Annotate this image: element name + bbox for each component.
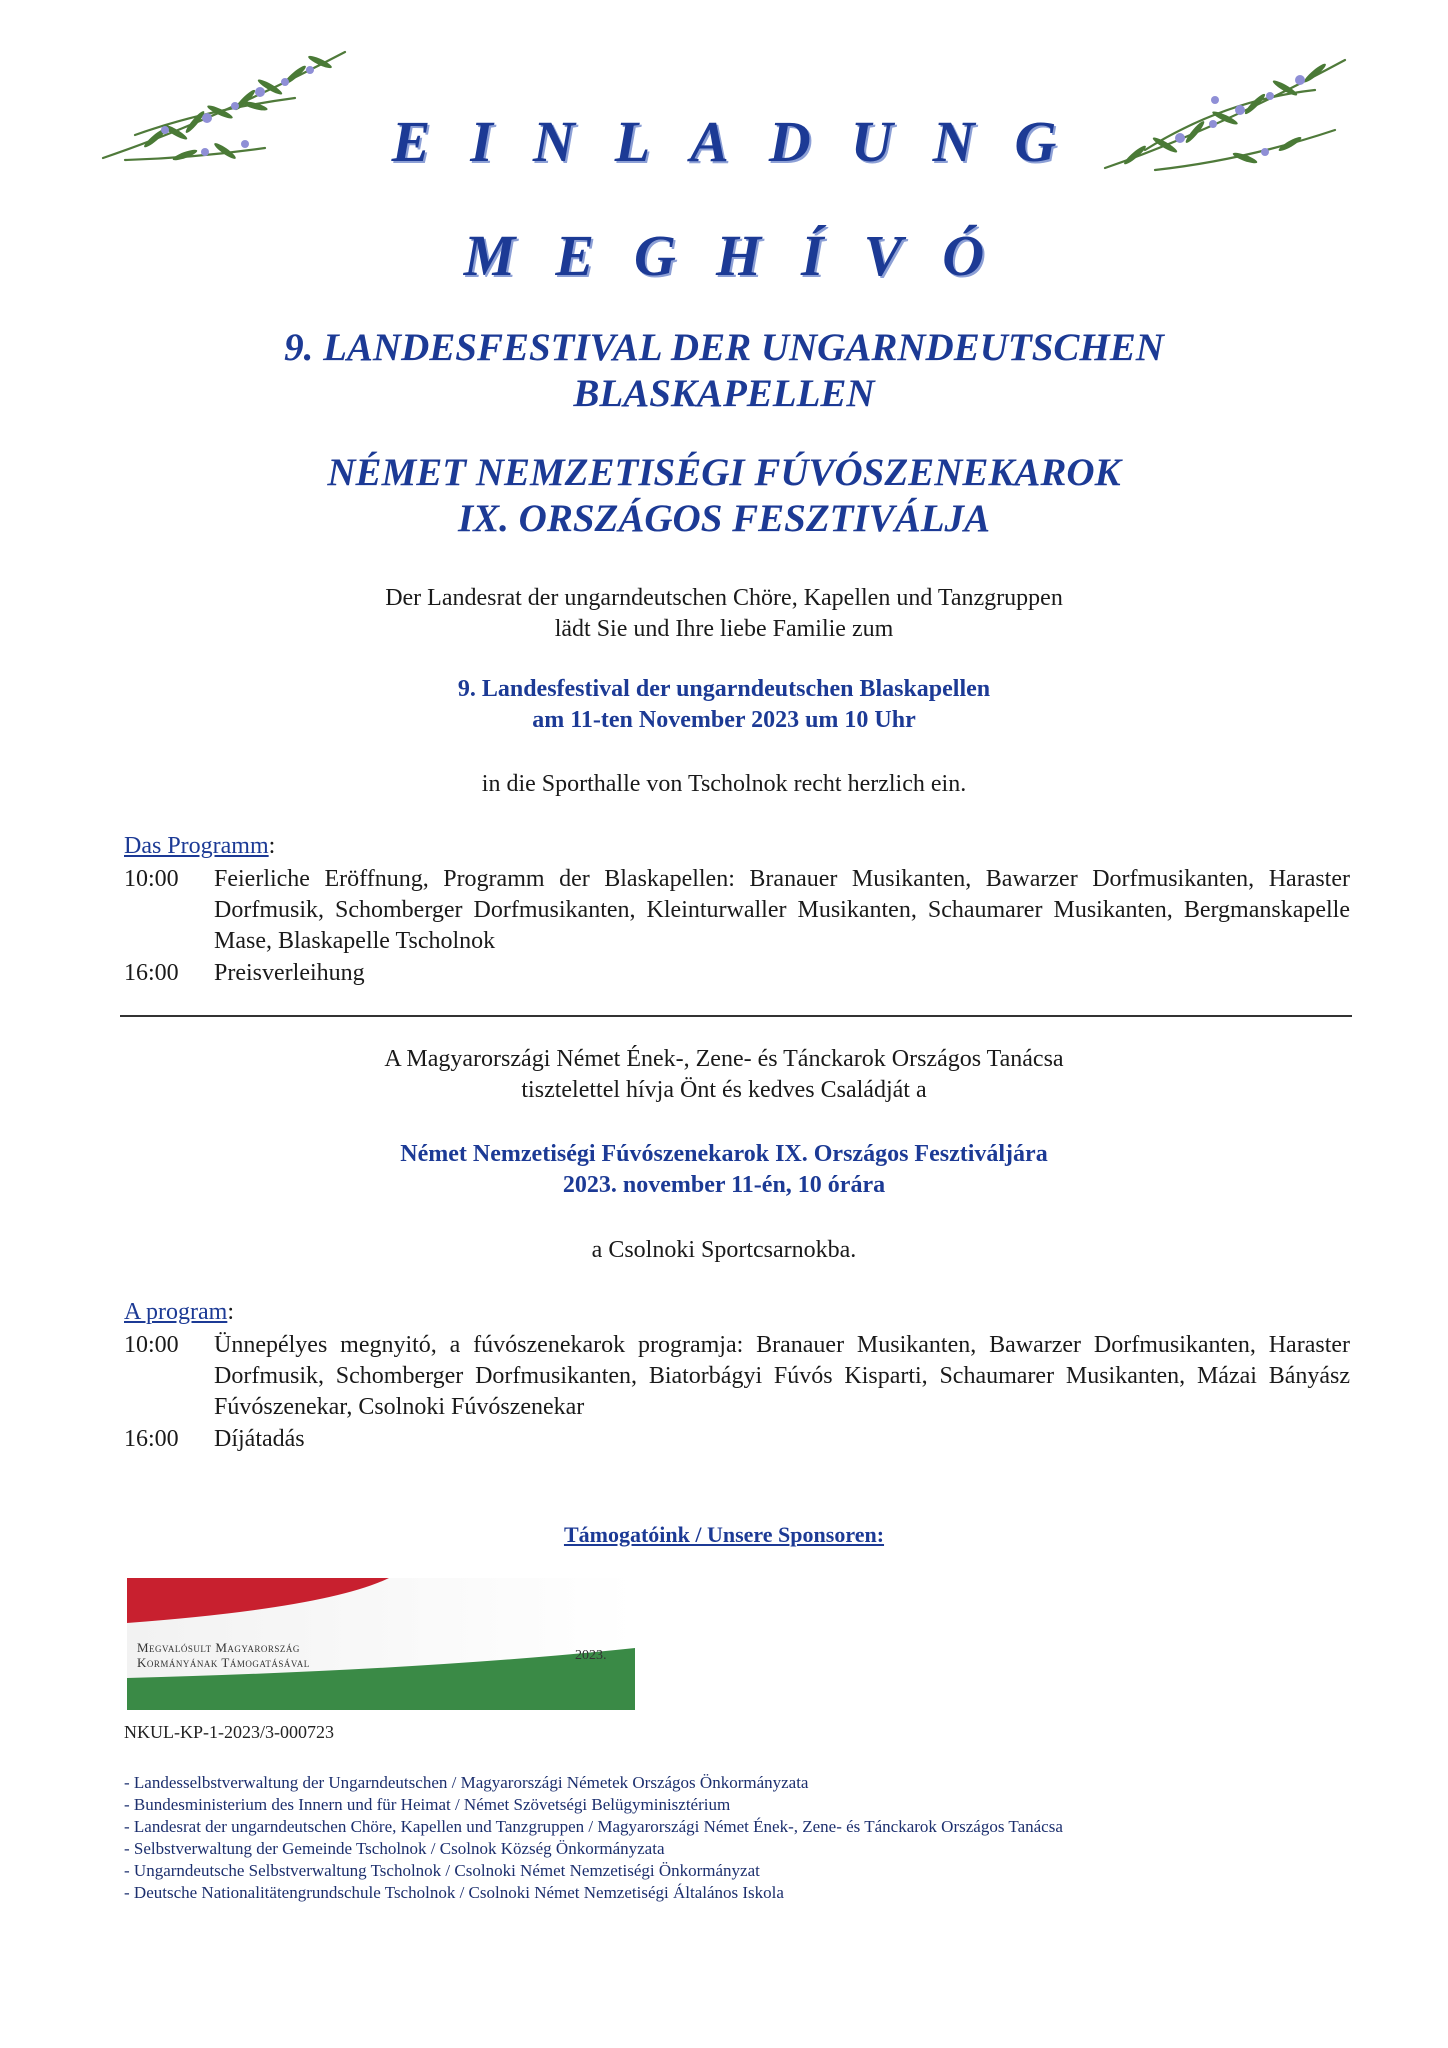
- german-program-row: [124, 958, 1350, 989]
- german-event: [0, 674, 1448, 736]
- festival-title-hu-line1: NÉMET NEMZETISÉGI FÚVÓSZENEKAROK: [327, 451, 1121, 494]
- logo-text-line2: Kormányának Támogatásával: [137, 1655, 310, 1670]
- festival-title-de-line1: 9. LANDESFESTIVAL DER UNGARNDEUTSCHEN: [284, 326, 1164, 369]
- hungarian-intro-line1: A Magyarországi Német Ének-, Zene- és Tánckarok Országos Tanácsa: [384, 1046, 1064, 1072]
- hungarian-intro: [0, 1044, 1448, 1106]
- german-program-heading-text: Das Programm: [124, 833, 269, 859]
- german-intro-line2: lädt Sie und Ihre liebe Familie zum: [554, 616, 894, 642]
- title-meghivo: MEGHÍVÓ: [463, 223, 1025, 288]
- sponsor-item: - Selbstverwaltung der Gemeinde Tscholnok / Csolnok Község Önkormányzata: [124, 1839, 665, 1858]
- section-divider: [120, 1015, 1352, 1017]
- sponsor-item: - Deutsche Nationalitätengrundschule Tscholnok / Csolnoki Német Nemzetiségi Általános Iskola: [124, 1883, 784, 1902]
- title-einladung: EINLADUNG: [391, 109, 1097, 174]
- sponsors-heading: Támogatóink / Unsere Sponsoren:: [563, 1522, 885, 1547]
- hungarian-event: [0, 1139, 1448, 1201]
- program-text: Feierliche Eröffnung, Programm der Blaskapellen: Branauer Musikanten, Bawarzer Dorfmusikanten, Haraster Dorfmusik, Schomberger Dorfmusikanten, Kleinturwaller Musikanten, Schaumarer Musikanten, Bergmanskapelle Mase, Blaskapelle Tscholnok: [214, 866, 1350, 954]
- grant-code: NKUL-KP-1-2023/3-000723: [124, 1722, 334, 1742]
- hungarian-program-row: [124, 1424, 1350, 1455]
- hungarian-program-heading-text: A program: [124, 1299, 228, 1325]
- program-time: 10:00: [124, 866, 179, 892]
- sponsor-item: - Landesrat der ungarndeutschen Chöre, Kapellen und Tanzgruppen / Magyarországi Német Ének-, Zene- és Tánckarok Országos Tanácsa: [124, 1817, 1063, 1836]
- hungarian-program-colon: :: [227, 1299, 234, 1325]
- hungarian-program-row: [124, 1330, 1350, 1423]
- festival-title-hu-line2: IX. ORSZÁGOS FESZTIVÁLJA: [457, 497, 991, 540]
- sponsor-item: - Landesselbstverwaltung der Ungarndeutschen / Magyarországi Németek Országos Önkormányzata: [124, 1773, 809, 1792]
- sponsor-item: - Bundesministerium des Innern und für Heimat / Német Szövetségi Belügyminisztérium: [124, 1795, 731, 1814]
- hungarian-intro-line2: tisztelettel hívja Önt és kedves Családját a: [521, 1077, 927, 1103]
- german-program-row: [124, 864, 1350, 957]
- german-program-colon: :: [268, 833, 276, 859]
- government-support-logo: [127, 1578, 635, 1710]
- festival-title-de: [0, 325, 1448, 417]
- logo-year: 2023.: [575, 1648, 607, 1663]
- german-event-line1: 9. Landesfestival der ungarndeutschen Blaskapellen: [457, 676, 991, 702]
- hungarian-venue: a Csolnoki Sportcsarnokba.: [591, 1237, 857, 1263]
- program-time: 16:00: [124, 1426, 179, 1452]
- hungarian-event-line1: Német Nemzetiségi Fúvószenekarok IX. Országos Fesztiváljára: [400, 1141, 1048, 1167]
- logo-text-line1: Megvalósult Magyarország: [137, 1640, 300, 1655]
- festival-title-de-line2: BLASKAPELLEN: [573, 372, 875, 415]
- sponsor-item: - Ungarndeutsche Selbstverwaltung Tscholnok / Csolnoki Német Nemzetiségi Önkormányzat: [124, 1861, 760, 1880]
- program-text: Preisverleihung: [214, 960, 365, 986]
- hungarian-program-heading: [124, 1299, 234, 1326]
- program-time: 10:00: [124, 1332, 179, 1358]
- hungarian-event-line2: 2023. november 11-én, 10 órára: [562, 1172, 886, 1198]
- german-program-heading: [124, 833, 275, 860]
- program-text: Díjátadás: [214, 1426, 305, 1452]
- german-intro: [0, 583, 1448, 645]
- sponsor-list: [124, 1772, 1374, 1904]
- program-time: 16:00: [124, 960, 179, 986]
- german-event-line2: am 11-ten November 2023 um 10 Uhr: [532, 707, 916, 733]
- german-venue: in die Sporthalle von Tscholnok recht herzlich ein.: [481, 771, 967, 797]
- festival-title-hu: [0, 450, 1448, 542]
- german-intro-line1: Der Landesrat der ungarndeutschen Chöre, Kapellen und Tanzgruppen: [385, 585, 1063, 611]
- program-text: Ünnepélyes megnyitó, a fúvószenekarok programja: Branauer Musikanten, Bawarzer Dorfmusikanten, Haraster Dorfmusik, Schomberger Dorfmusikanten, Biatorbágyi Fúvós Kisparti, Schaumarer Musikanten, Mázai Bányász Fúvószenekar, Csolnoki Fúvószenekar: [214, 1332, 1350, 1420]
